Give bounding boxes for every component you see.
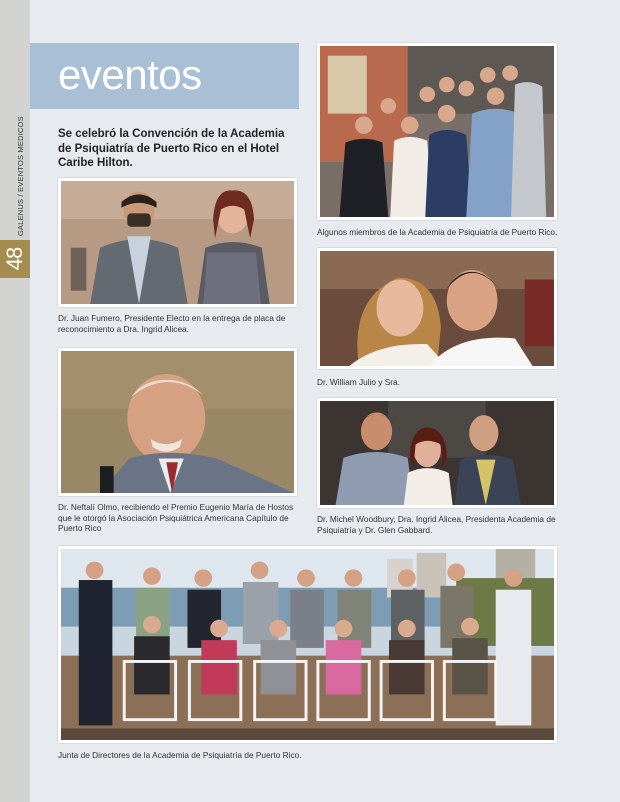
photo-academy-members xyxy=(317,43,557,220)
photo-plaque-presentation xyxy=(58,178,297,307)
caption-board-of-directors: Junta de Directores de la Academia de Psiquiatría de Puerto Rico. xyxy=(58,750,302,760)
caption-couple: Dr. William Julio y Sra. xyxy=(317,377,400,387)
caption-three-guests: Dr. Michel Woodbury, Dra. Ingrid Alicea, Presidenta Academia de Psiquiatría y Dr. Glen Gabbard. xyxy=(317,514,556,535)
page-number: 48 xyxy=(1,247,27,271)
photo-couple xyxy=(317,248,557,369)
section-label xyxy=(16,116,26,246)
photo-award-recipient xyxy=(58,348,297,496)
section-label-text: GALENUS / EVENTOS MEDICOS xyxy=(16,116,25,236)
caption-award-recipient: Dr. Neftalí Olmo, recibiendo el Premio Eugenio María de Hostos que le otorgó la Asociación Psiquiátrica Americana Capítulo de Puerto Rico xyxy=(58,502,294,533)
page-spine xyxy=(0,0,30,802)
article-headline: Se celebró la Convención de la Academia de Psiquiatría de Puerto Rico en el Hotel Caribe Hilton. xyxy=(58,128,285,169)
section-banner xyxy=(30,43,299,109)
caption-academy-members: Algunos miembros de la Academia de Psiquiatría de Puerto Rico. xyxy=(317,227,558,237)
photo-board-of-directors xyxy=(58,546,557,743)
photo-three-guests xyxy=(317,398,557,508)
caption-plaque-presentation: Dr. Juan Fumero, Presidente Electo en la entrega de placa de reconocimiento a Dra. Ingrid Alicea. xyxy=(58,313,286,334)
banner-title: eventos xyxy=(58,51,202,98)
